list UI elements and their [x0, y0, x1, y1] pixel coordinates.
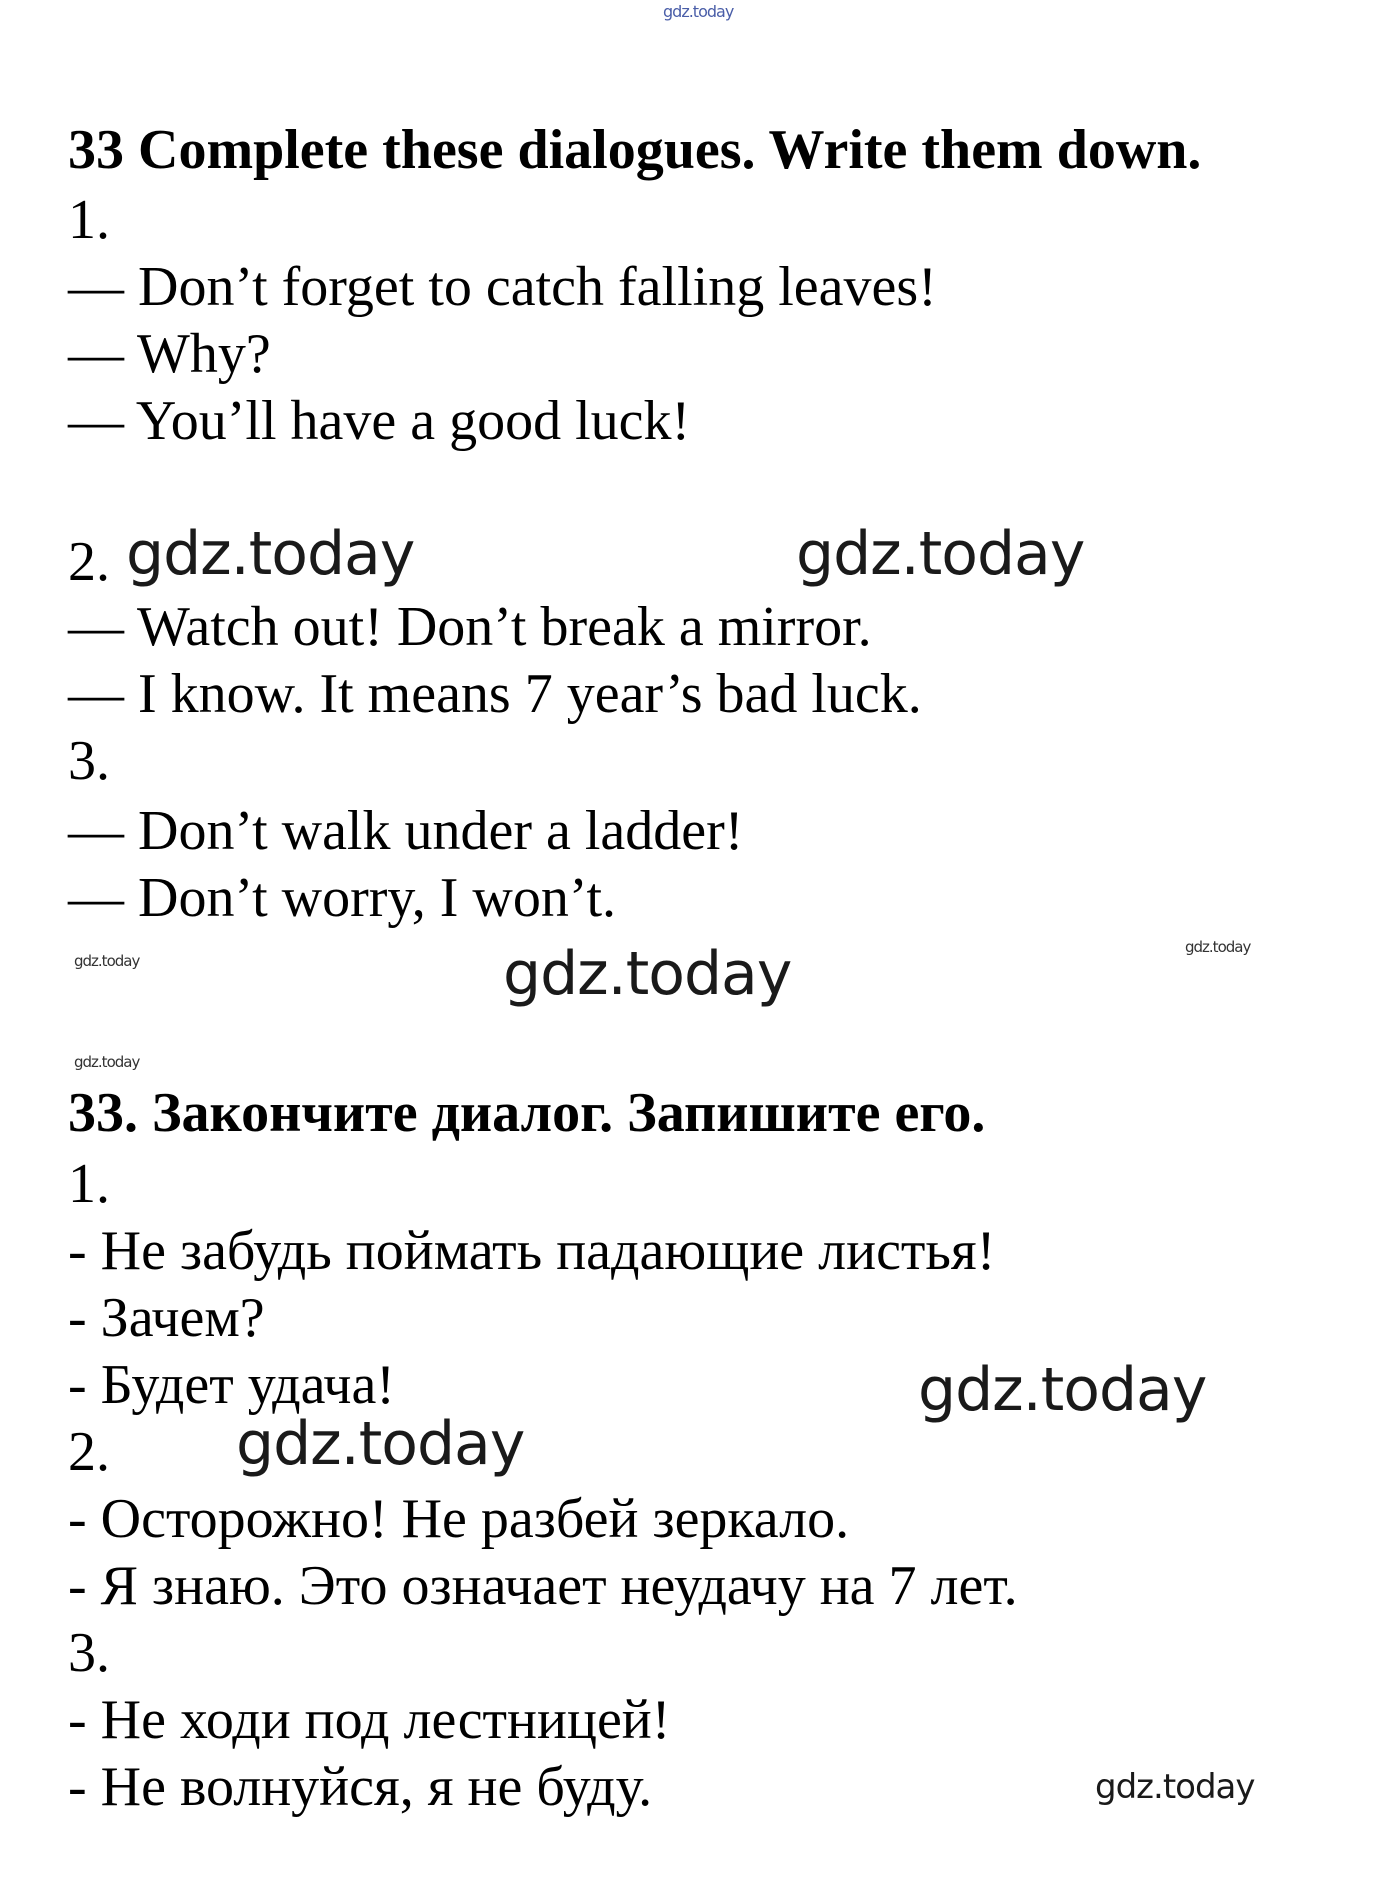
- english-dialogue-2-line-1: — Watch out! Don’t break a mirror.: [68, 596, 872, 658]
- english-dialogue-3-line-1: — Don’t walk under a ladder!: [68, 800, 744, 862]
- russian-exercise-title: 33. Закончите диалог. Запишите его.: [68, 1082, 986, 1144]
- russian-dialogue-1-line-1: - Не забудь поймать падающие листья!: [68, 1220, 996, 1282]
- english-dialogue-3-line-2: — Don’t worry, I won’t.: [68, 867, 617, 929]
- watermark-center: gdz.today: [503, 939, 792, 1009]
- english-dialogue-3-number: 3.: [68, 730, 110, 792]
- watermark-small-right: gdz.today: [1185, 938, 1251, 956]
- watermark-top: gdz.today: [663, 2, 734, 21]
- russian-dialogue-2-number: 2.: [68, 1421, 110, 1483]
- english-dialogue-1-line-2: — Why?: [68, 323, 271, 385]
- watermark-russian-left: gdz.today: [236, 1409, 525, 1479]
- russian-dialogue-3-number: 3.: [68, 1622, 110, 1684]
- russian-dialogue-3-line-2: - Не волнуйся, я не буду.: [68, 1756, 653, 1818]
- watermark-inline-2: gdz.today: [796, 519, 1085, 589]
- watermark-inline-1: gdz.today: [126, 519, 415, 589]
- watermark-bottom-right: gdz.today: [1095, 1767, 1255, 1807]
- english-dialogue-2-number: 2.: [68, 531, 110, 593]
- watermark-small-left-2: gdz.today: [74, 1053, 140, 1071]
- watermark-small-left: gdz.today: [74, 952, 140, 970]
- english-dialogue-2-line-2: — I know. It means 7 year’s bad luck.: [68, 663, 922, 725]
- english-dialogue-1-line-3: — You’ll have a good luck!: [68, 390, 691, 452]
- english-dialogue-1-line-1: — Don’t forget to catch falling leaves!: [68, 256, 937, 318]
- russian-dialogue-1-line-3: - Будет удача!: [68, 1354, 395, 1416]
- russian-dialogue-2-line-1: - Осторожно! Не разбей зеркало.: [68, 1488, 850, 1550]
- russian-dialogue-2-line-2: - Я знаю. Это означает неудачу на 7 лет.: [68, 1555, 1018, 1617]
- english-exercise-title: 33 Complete these dialogues. Write them down.: [68, 119, 1202, 181]
- russian-dialogue-3-line-1: - Не ходи под лестницей!: [68, 1689, 671, 1751]
- watermark-russian-right: gdz.today: [918, 1355, 1207, 1425]
- russian-dialogue-1-line-2: - Зачем?: [68, 1287, 265, 1349]
- russian-dialogue-1-number: 1.: [68, 1153, 110, 1215]
- english-dialogue-1-number: 1.: [68, 189, 110, 251]
